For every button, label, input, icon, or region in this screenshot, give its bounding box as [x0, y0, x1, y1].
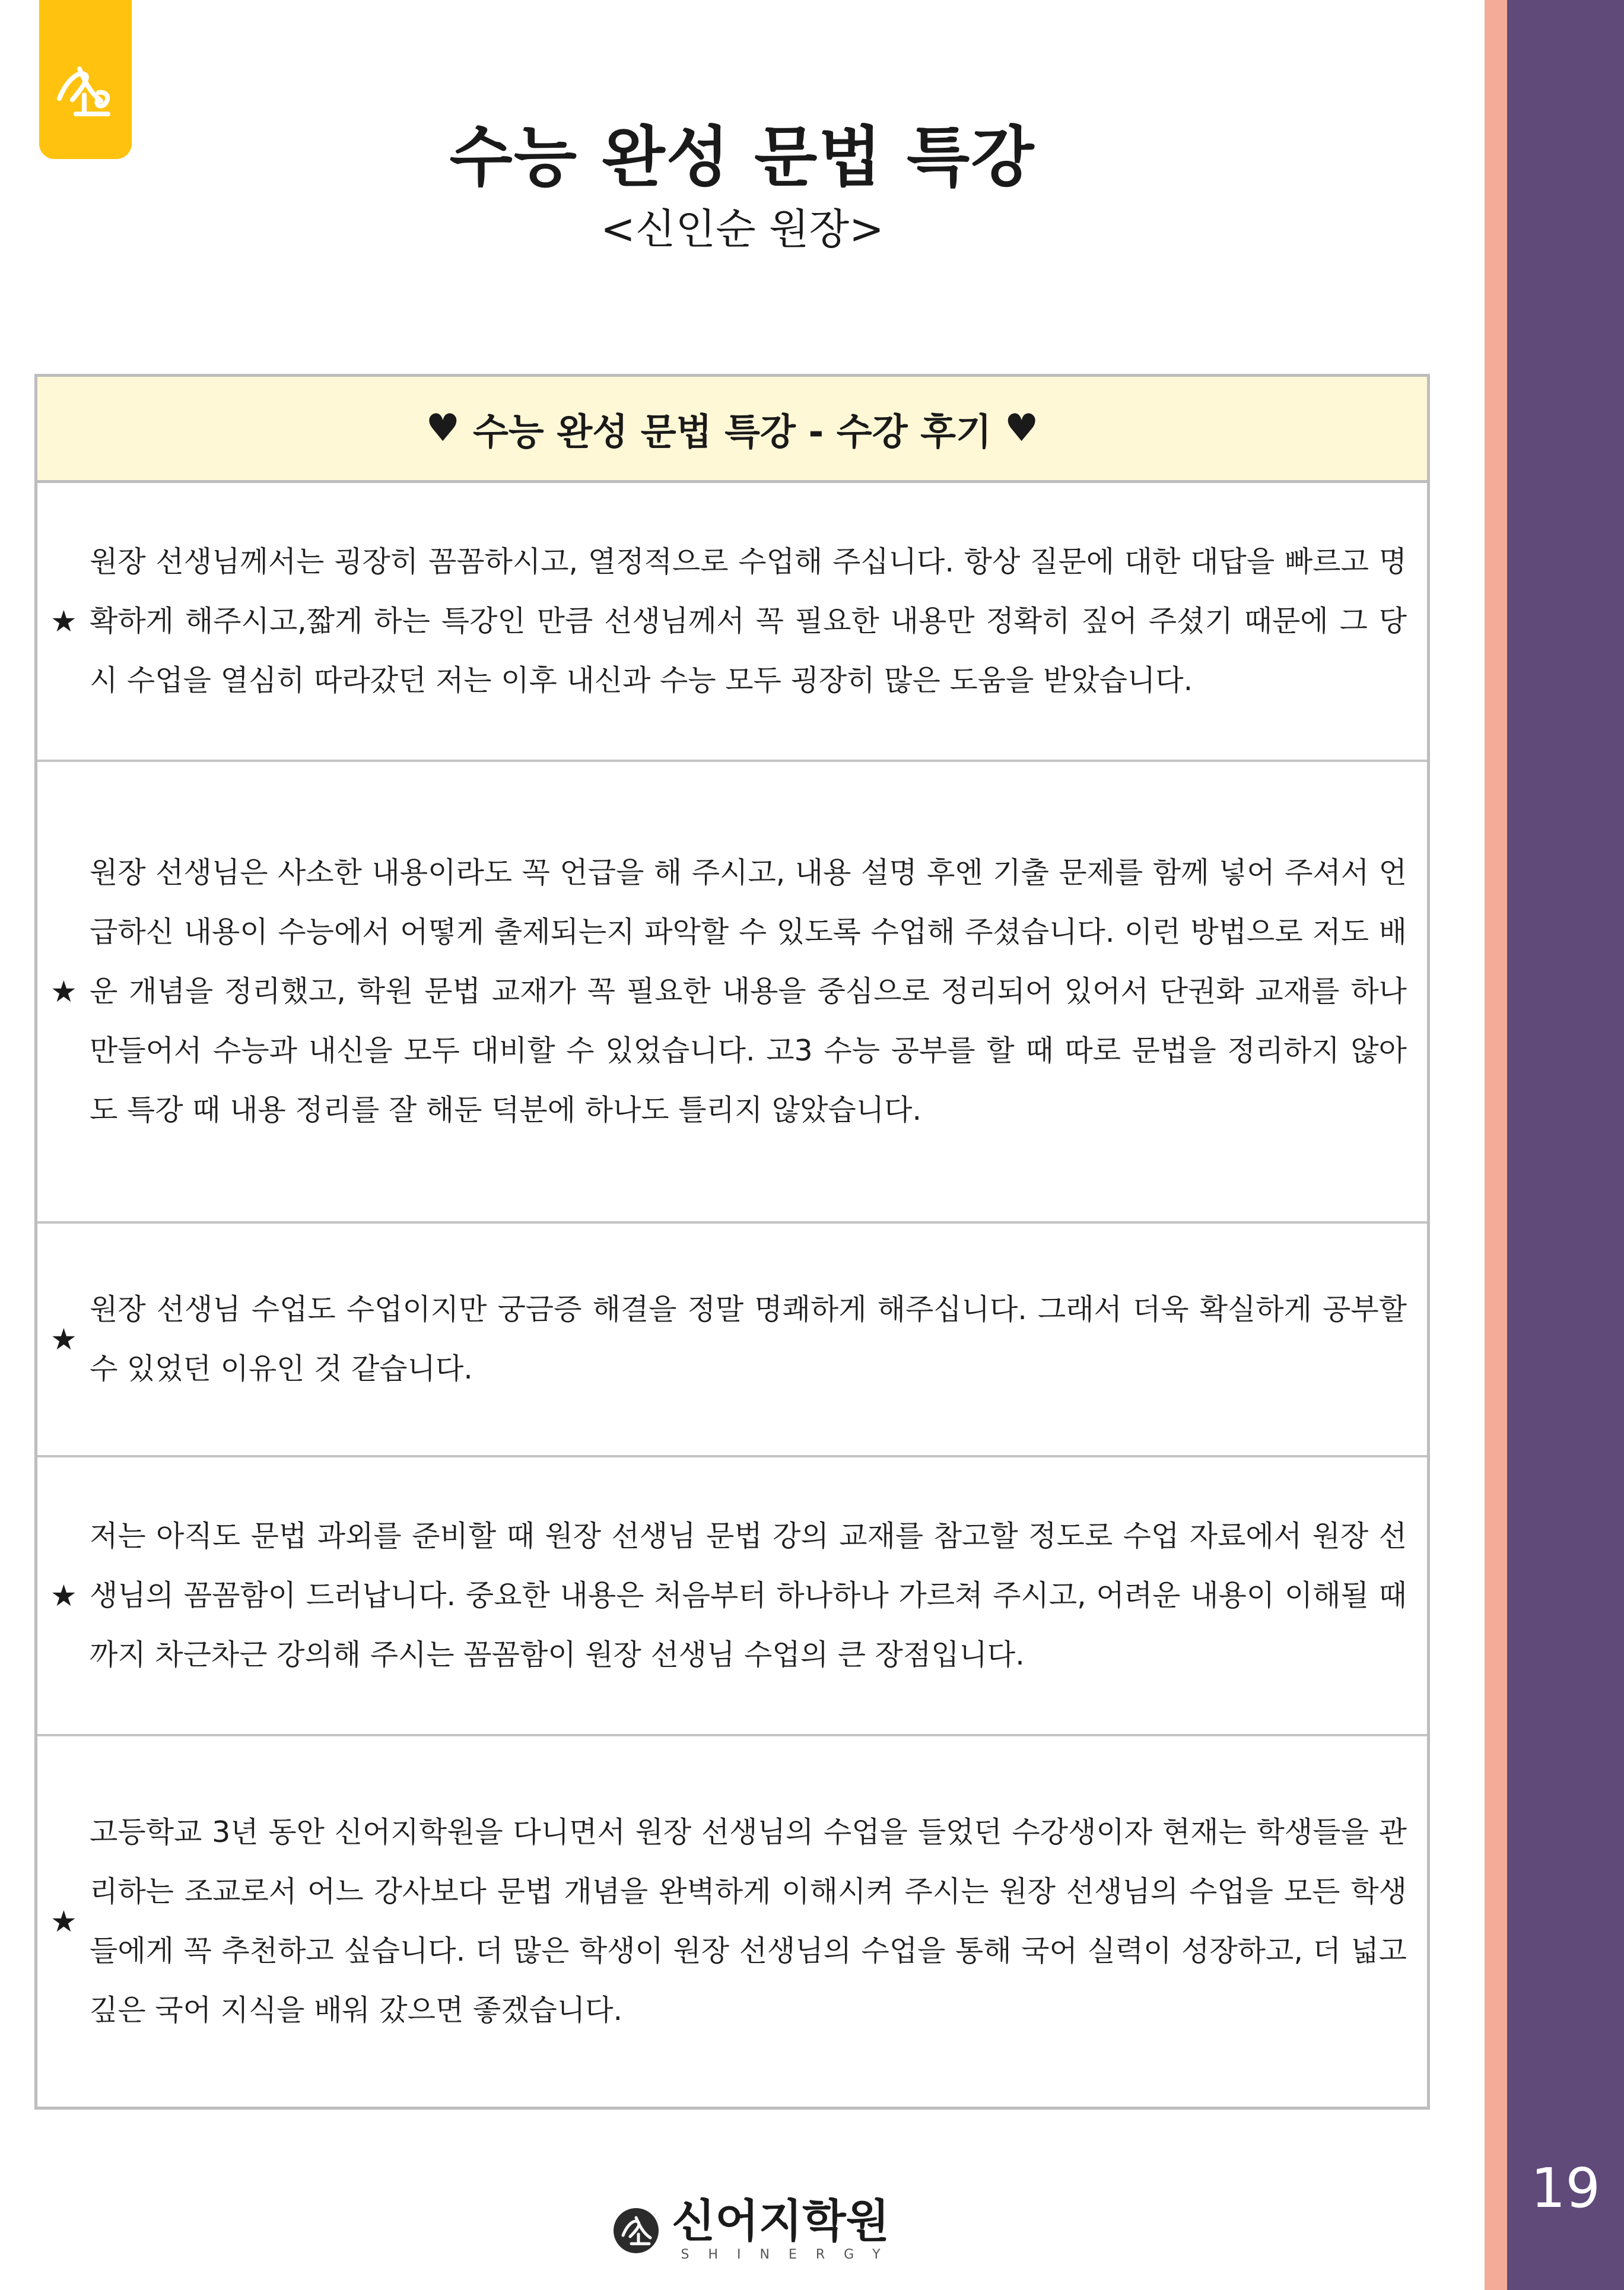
- review-table-header: [37, 377, 1427, 483]
- academy-emblem-icon: [611, 2206, 661, 2256]
- page-subtitle: <신인순 원장>: [600, 205, 884, 253]
- heart-icon: ♥: [1004, 406, 1039, 450]
- footer-logo: [611, 2194, 900, 2262]
- side-band-purple: [1507, 0, 1624, 2290]
- side-stripe-peach: [1485, 0, 1507, 2290]
- review-text: 원장 선생님 수업도 수업이지만 궁금증 해결을 정말 명쾌하게 해주십니다. 그래서 더욱 확실하게 공부할 수 있었던 이유인 것 같습니다.: [90, 1292, 1407, 1386]
- star-bullet-icon: ★: [50, 604, 77, 639]
- review-row: [37, 1224, 1427, 1457]
- star-bullet-icon: ★: [50, 974, 77, 1009]
- review-row: [37, 762, 1427, 1224]
- star-bullet-icon: ★: [50, 1904, 77, 1939]
- page-title: 수능 완성 문법 특강: [449, 119, 1035, 195]
- page-number: 19: [1530, 2156, 1601, 2220]
- review-text: 원장 선생님께서는 굉장히 꼼꼼하시고, 열정적으로 수업해 주십니다. 항상 질문에 대한 대답을 빠르고 명확하게 해주시고,짧게 하는 특강인 만큼 선생님께서 꼭 필요한 내용만 정확히 짚어 주셨기 때문에 그 당시 수업을 열심히 따라갔던 저는 이후 내신과 수능 모두 굉장히 많은 도움을 받았습니다.: [90, 545, 1407, 697]
- review-text: 고등학교 3년 동안 신어지학원을 다니면서 원장 선생님의 수업을 들었던 수강생이자 현재는 학생들을 관리하는 조교로서 어느 강사보다 문법 개념을 완벽하게 이해시켜 주시는 원장 선생님의 수업을 모든 학생들에게 꼭 추천하고 싶습니다. 더 많은 학생이 원장 선생님의 수업을 통해 국어 실력이 성장하고, 더 넓고 깊은 국어 지식을 배워 갔으면 좋겠습니다.: [90, 1815, 1407, 2027]
- review-row: [37, 483, 1427, 762]
- star-bullet-icon: ★: [50, 1578, 77, 1613]
- footer-brand-english: SHINERGY: [681, 2247, 900, 2262]
- review-row: [37, 1736, 1427, 2107]
- heart-icon: ♥: [425, 406, 460, 450]
- review-row: [37, 1457, 1427, 1736]
- review-text: 원장 선생님은 사소한 내용이라도 꼭 언급을 해 주시고, 내용 설명 후엔 기출 문제를 함께 넣어 주셔서 언급하신 내용이 수능에서 어떻게 출제되는지 파악할 수 있도록 수업해 주셨습니다. 이런 방법으로 저도 배운 개념을 정리했고, 학원 문법 교재가 꼭 필요한 내용을 중심으로 정리되어 있어서 단권화 교재를 하나 만들어서 수능과 내신을 모두 대비할 수 있었습니다. 고3 수능 공부를 할 때 따로 문법을 정리하지 않아도 특강 때 내용 정리를 잘 해둔 덕분에 하나도 틀리지 않았습니다.: [90, 856, 1407, 1127]
- review-text: 저는 아직도 문법 과외를 준비할 때 원장 선생님 문법 강의 교재를 참고할 정도로 수업 자료에서 원장 선생님의 꼼꼼함이 드러납니다. 중요한 내용은 처음부터 하나하나 가르쳐 주시고, 어려운 내용이 이해될 때까지 차근차근 강의해 주시는 꼼꼼함이 원장 선생님 수업의 큰 장점입니다.: [90, 1519, 1407, 1672]
- review-table-title: 수능 완성 문법 특강 - 수강 후기: [473, 409, 991, 453]
- review-table: [34, 374, 1430, 2110]
- star-bullet-icon: ★: [50, 1322, 77, 1357]
- footer-wordmark: [672, 2194, 900, 2262]
- footer-brand-name: 신어지학원: [672, 2194, 890, 2247]
- signature-logo-icon: [49, 57, 122, 131]
